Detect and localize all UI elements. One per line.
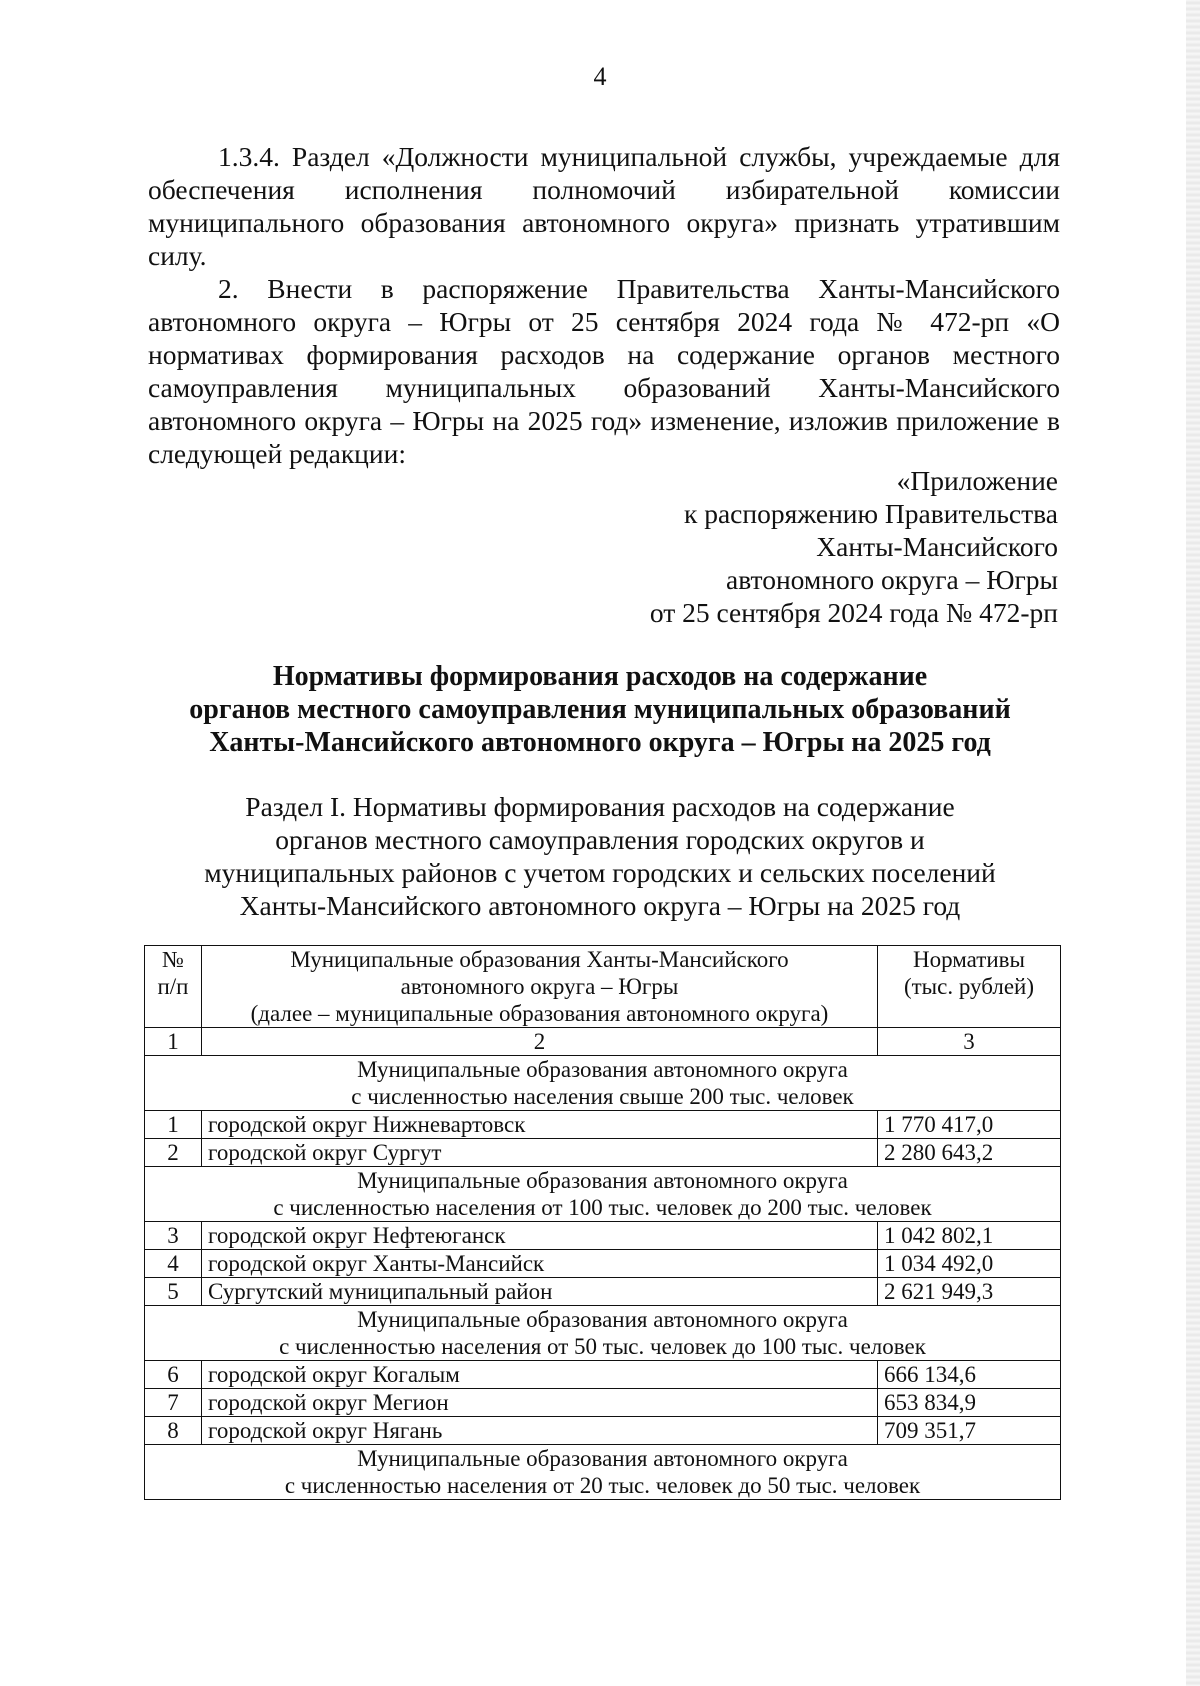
header-value: Нормативы (тыс. рублей) bbox=[878, 946, 1061, 1028]
table-row bbox=[145, 1278, 1061, 1306]
group-heading-line: с численностью населения от 100 тыс. человек до 200 тыс. человек bbox=[273, 1195, 932, 1220]
section-line: муниципальных районов с учетом городских и сельских поселений bbox=[204, 857, 996, 888]
row-municipality: городской округ Нефтеюганск bbox=[202, 1222, 878, 1250]
row-municipality: городской округ Ханты-Мансийск bbox=[202, 1250, 878, 1278]
row-norm-value: 2 280 643,2 bbox=[878, 1139, 1061, 1167]
table-row bbox=[145, 1417, 1061, 1445]
row-norm-value: 1 770 417,0 bbox=[878, 1111, 1061, 1139]
title-line: Нормативы формирования расходов на содержание bbox=[272, 661, 928, 692]
header-num: № п/п bbox=[145, 946, 202, 1028]
scan-edge-artifact bbox=[1186, 0, 1200, 1686]
row-number: 1 bbox=[145, 1111, 202, 1139]
row-municipality: городской округ Когалым bbox=[202, 1361, 878, 1389]
table-row bbox=[145, 1139, 1061, 1167]
table-row bbox=[145, 1389, 1061, 1417]
group-heading bbox=[145, 1056, 1061, 1111]
appendix-reference bbox=[650, 464, 1058, 629]
row-municipality: городской округ Нягань bbox=[202, 1417, 878, 1445]
row-norm-value: 709 351,7 bbox=[878, 1417, 1061, 1445]
appendix-line: автономного округа – Югры bbox=[726, 564, 1058, 595]
row-norm-value: 1 034 492,0 bbox=[878, 1250, 1061, 1278]
title-line: Ханты-Мансийского автономного округа – Югры на 2025 год bbox=[209, 727, 991, 758]
document-title bbox=[0, 660, 1200, 759]
column-index: 3 bbox=[878, 1028, 1061, 1056]
row-municipality: городской округ Сургут bbox=[202, 1139, 878, 1167]
paragraph-1-3-4: 1.3.4. Раздел «Должности муниципальной службы, учреждаемые для обеспечения исполнения полномочий избирательной комиссии муниципального образования автономного округа» признать утратившим силу. bbox=[148, 141, 1060, 271]
group-heading bbox=[145, 1167, 1061, 1222]
table-group-row bbox=[145, 1445, 1061, 1500]
appendix-line: к распоряжению Правительства bbox=[683, 498, 1058, 529]
column-index-row bbox=[145, 1028, 1061, 1056]
row-municipality: Сургутский муниципальный район bbox=[202, 1278, 878, 1306]
row-number: 6 bbox=[145, 1361, 202, 1389]
table-group-row bbox=[145, 1306, 1061, 1361]
table-row bbox=[145, 1250, 1061, 1278]
group-heading bbox=[145, 1306, 1061, 1361]
row-municipality: городской округ Мегион bbox=[202, 1389, 878, 1417]
header-name: Муниципальные образования Ханты-Мансийского автономного округа – Югры (далее – муниципальные образования автономного округа) bbox=[202, 946, 878, 1028]
appendix-line: «Приложение bbox=[896, 465, 1058, 496]
section-line: Ханты-Мансийского автономного округа – Югры на 2025 год bbox=[239, 890, 961, 921]
appendix-line: Ханты-Мансийского bbox=[816, 531, 1058, 562]
row-number: 8 bbox=[145, 1417, 202, 1445]
norms-table bbox=[144, 945, 1061, 1500]
page-number: 4 bbox=[593, 62, 607, 91]
table-row bbox=[145, 1111, 1061, 1139]
row-number: 7 bbox=[145, 1389, 202, 1417]
group-heading-line: Муниципальные образования автономного округа bbox=[357, 1057, 848, 1082]
row-norm-value: 666 134,6 bbox=[878, 1361, 1061, 1389]
row-number: 4 bbox=[145, 1250, 202, 1278]
group-heading-line: Муниципальные образования автономного округа bbox=[357, 1307, 848, 1332]
row-municipality: городской округ Нижневартовск bbox=[202, 1111, 878, 1139]
column-index: 2 bbox=[202, 1028, 878, 1056]
group-heading-line: с численностью населения от 50 тыс. человек до 100 тыс. человек bbox=[279, 1334, 926, 1359]
table-group-row bbox=[145, 1167, 1061, 1222]
table-header-row bbox=[145, 946, 1061, 1028]
row-norm-value: 1 042 802,1 bbox=[878, 1222, 1061, 1250]
section-line: Раздел I. Нормативы формирования расходов на содержание bbox=[245, 791, 955, 822]
paragraph-2: 2. Внести в распоряжение Правительства Ханты-Мансийского автономного округа – Югры от 25 сентября 2024 года № 472-рп «О нормативах формирования расходов на содержание органов местного самоуправления муниципальных образований Ханты-Мансийского автономного округа – Югры на 2025 год» изменение, изложив приложение в следующей редакции: bbox=[148, 273, 1060, 469]
row-number: 2 bbox=[145, 1139, 202, 1167]
group-heading bbox=[145, 1445, 1061, 1500]
column-index: 1 bbox=[145, 1028, 202, 1056]
appendix-line: от 25 сентября 2024 года № 472-рп bbox=[649, 597, 1058, 628]
row-number: 3 bbox=[145, 1222, 202, 1250]
title-line: органов местного самоуправления муниципальных образований bbox=[189, 694, 1011, 725]
row-norm-value: 653 834,9 bbox=[878, 1389, 1061, 1417]
section-line: органов местного самоуправления городских округов и bbox=[275, 824, 925, 855]
group-heading-line: Муниципальные образования автономного округа bbox=[357, 1446, 848, 1471]
table-group-row bbox=[145, 1056, 1061, 1111]
section-title bbox=[0, 790, 1200, 922]
row-norm-value: 2 621 949,3 bbox=[878, 1278, 1061, 1306]
row-number: 5 bbox=[145, 1278, 202, 1306]
group-heading-line: Муниципальные образования автономного округа bbox=[357, 1168, 848, 1193]
table-row bbox=[145, 1361, 1061, 1389]
group-heading-line: с численностью населения свыше 200 тыс. человек bbox=[351, 1084, 854, 1109]
table-row bbox=[145, 1222, 1061, 1250]
body-text bbox=[148, 140, 1060, 470]
group-heading-line: с численностью населения от 20 тыс. человек до 50 тыс. человек bbox=[284, 1473, 921, 1498]
